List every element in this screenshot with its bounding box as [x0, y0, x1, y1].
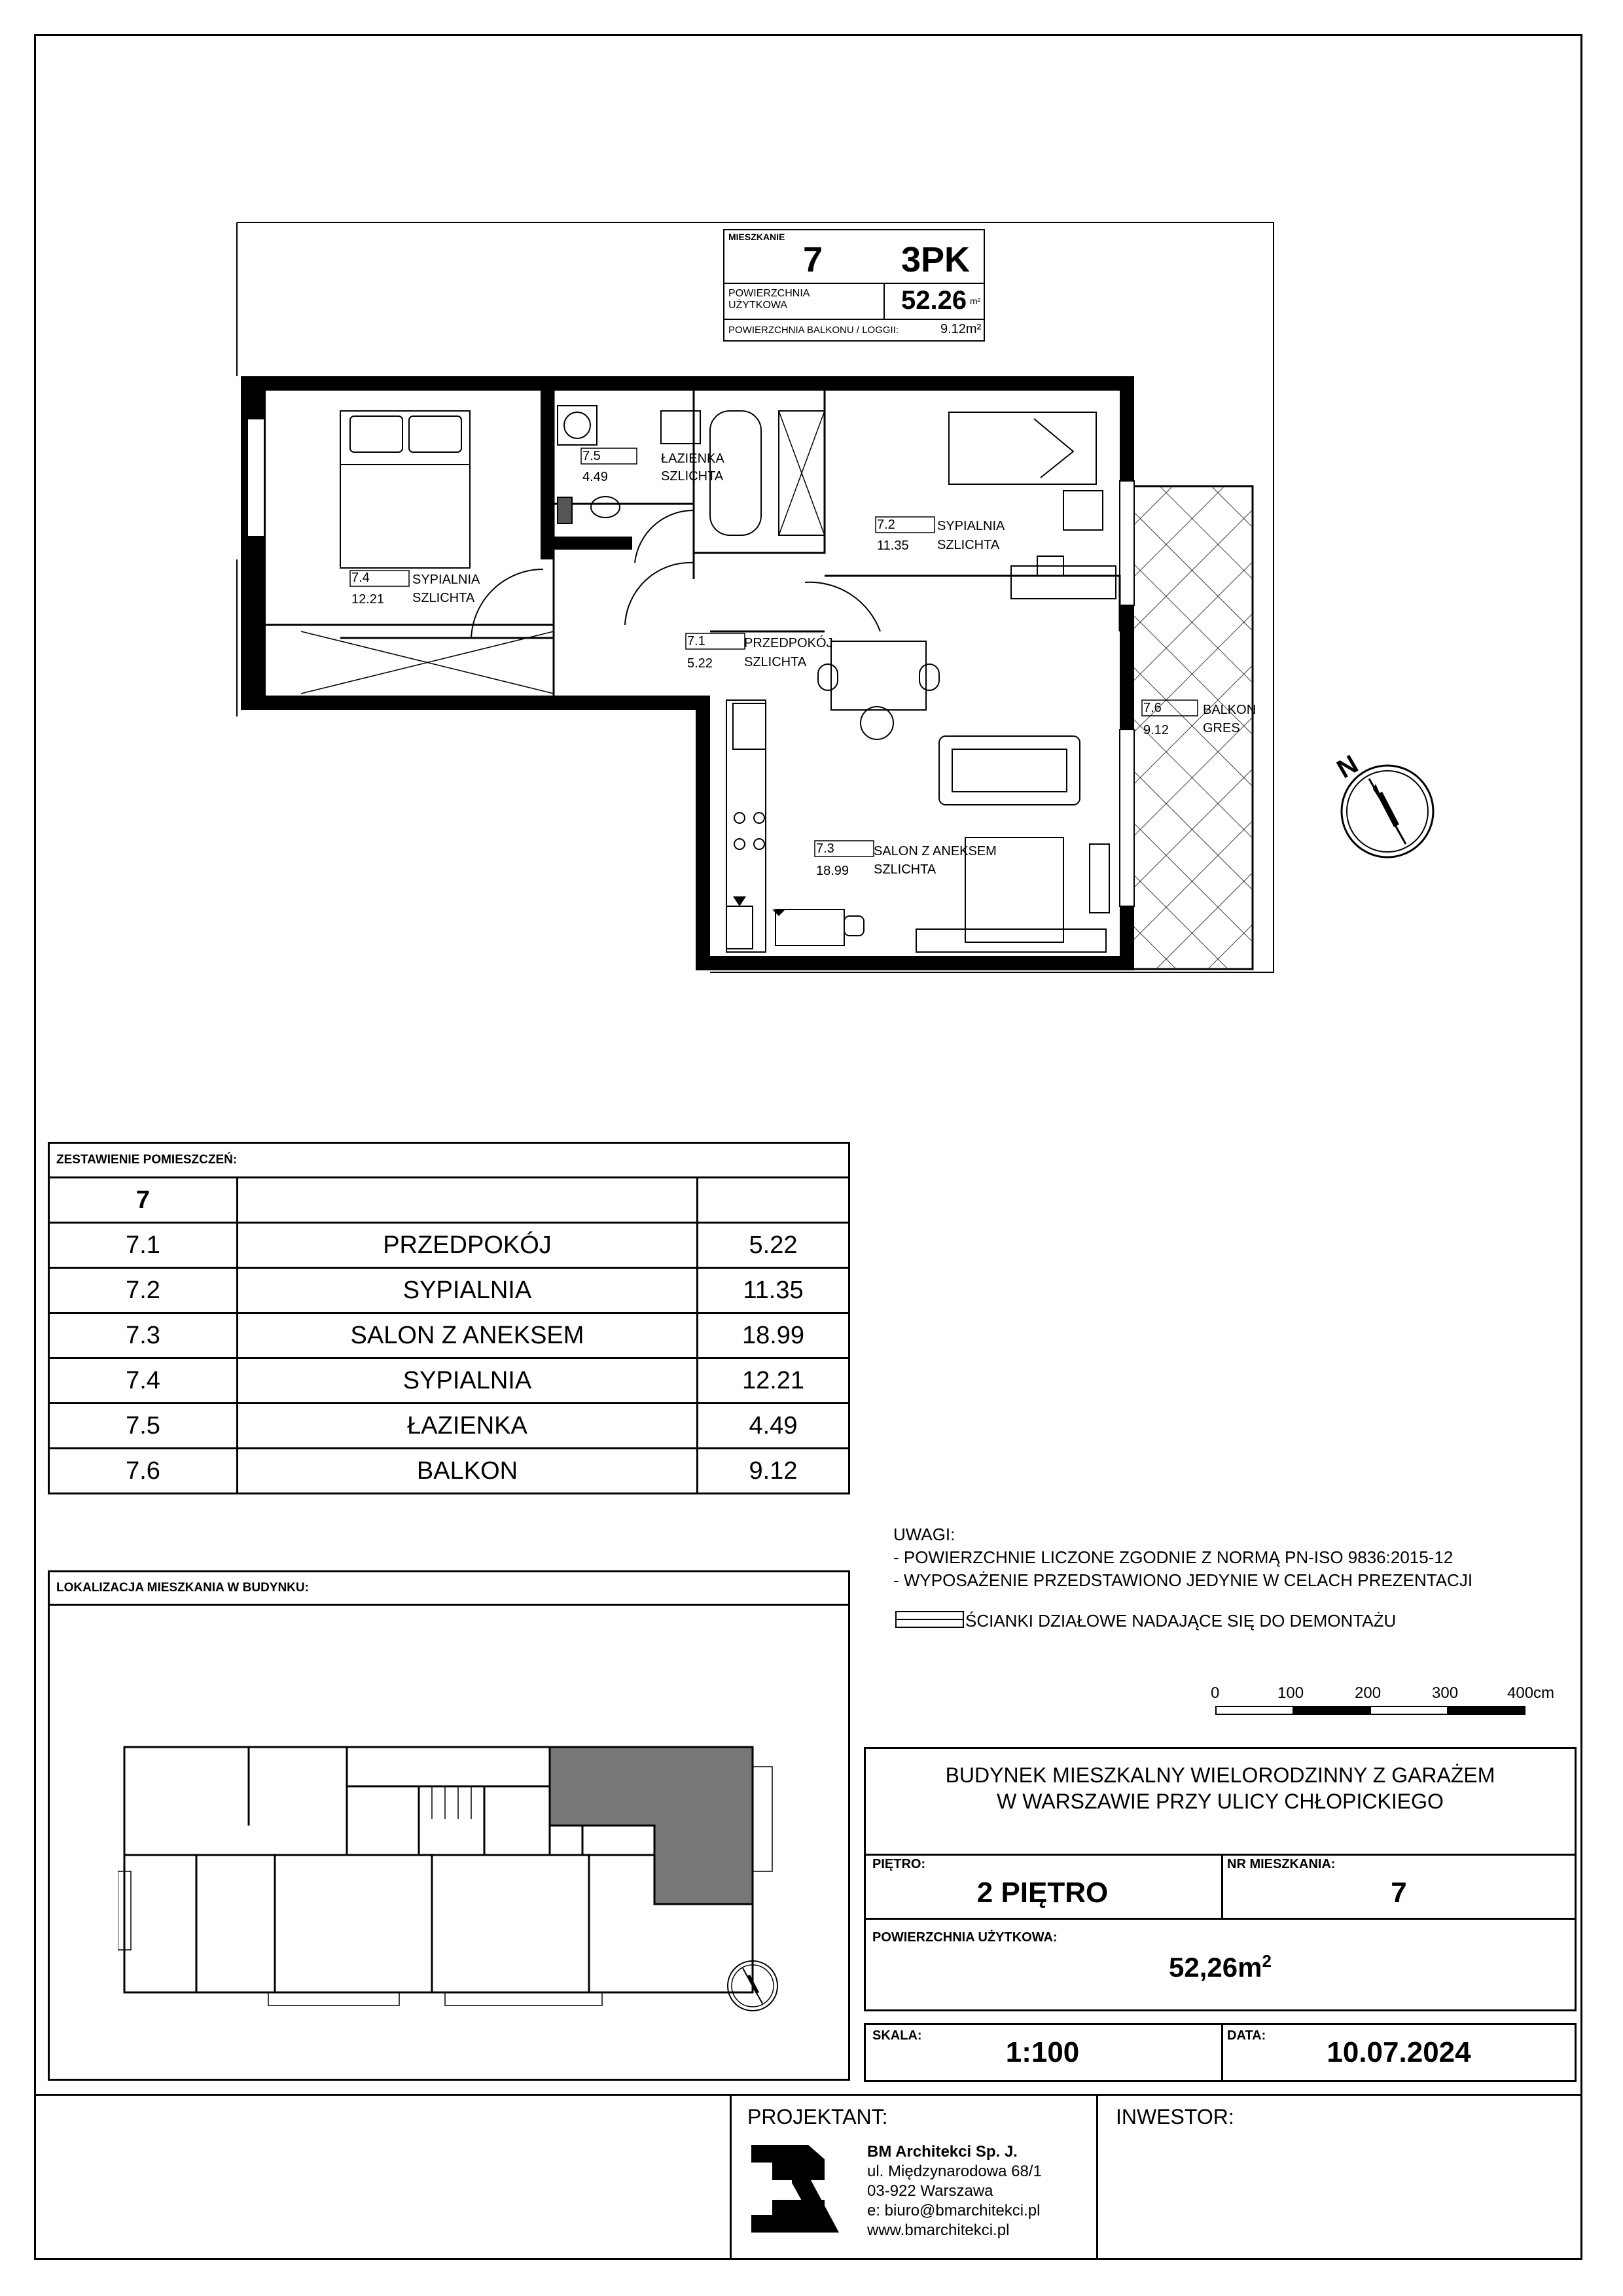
floor-label: PIĘTRO: — [872, 1857, 926, 1871]
building-name-line-1: BUDYNEK MIESZKALNY WIELORODZINNY Z GARAŻEM — [945, 1763, 1495, 1787]
room-7.3-name: SALON Z ANEKSEM — [874, 844, 997, 858]
area-label-line1: POWIERZCHNIA — [728, 288, 810, 299]
building-key-plan — [118, 1740, 798, 2015]
table-row — [49, 1404, 849, 1449]
table-row — [49, 1313, 849, 1358]
room-name: ŁAZIENKA — [238, 1404, 698, 1449]
footer-divider — [36, 2094, 1580, 2096]
bm-architekci-logo-icon — [746, 2140, 844, 2238]
room-7.6-name: BALKON — [1203, 703, 1257, 717]
room-number: 7.4 — [49, 1358, 238, 1404]
room-7.6-area: 9.12 — [1143, 723, 1169, 737]
room-number: 7.1 — [49, 1223, 238, 1268]
company-address-1: ul. Międzynarodowa 68/1 — [867, 2163, 1042, 2180]
room-area: 4.49 — [698, 1404, 849, 1449]
scale-value: 1:100 — [1005, 2036, 1080, 2068]
room-7.5-name: ŁAZIENKA — [661, 451, 724, 466]
compass-north-label: N — [1332, 749, 1363, 785]
room-7.1-number: 7.1 — [687, 634, 705, 648]
room-name: SYPIALNIA — [238, 1358, 698, 1404]
notes-title: UWAGI: — [893, 1525, 955, 1544]
date-label: DATA: — [1227, 2028, 1266, 2043]
room-number: 7.2 — [49, 1268, 238, 1313]
location-title: LOKALIZACJA MIESZKANIA W BUDYNKU: — [56, 1581, 309, 1595]
room-area: 9.12 — [698, 1449, 849, 1494]
room-area: 5.22 — [698, 1223, 849, 1268]
table-row — [49, 1449, 849, 1494]
apartment-number-value: 7 — [1391, 1877, 1407, 1909]
table-row — [49, 1358, 849, 1404]
scale-tick-400: 400cm — [1507, 1684, 1555, 1702]
room-7.5-number: 7.5 — [582, 449, 601, 463]
notes-line-1: - POWIERZCHNIE LICZONE ZGODNIE Z NORMĄ PN-ISO 9836:2015-12 — [893, 1547, 1454, 1567]
usable-area-sup: 2 — [1262, 1951, 1272, 1971]
key-plan-compass-icon — [720, 1950, 785, 2015]
company-website[interactable]: www.bmarchitekci.pl — [867, 2221, 1010, 2239]
date-value: 10.07.2024 — [1327, 2036, 1471, 2068]
rooms-table — [48, 1142, 850, 1494]
scale-tick-0: 0 — [1211, 1684, 1220, 1702]
room-number: 7.5 — [49, 1404, 238, 1449]
room-7.5-area: 4.49 — [582, 470, 608, 484]
room-7.3-number: 7.3 — [816, 841, 834, 856]
scale-tick-200: 200 — [1355, 1684, 1382, 1702]
apartment-type: 3PK — [901, 240, 971, 279]
company-email[interactable]: e: biuro@bmarchitekci.pl — [867, 2202, 1041, 2219]
room-name: PRZEDPOKÓJ — [238, 1223, 698, 1268]
room-7.2-area: 11.35 — [877, 539, 909, 553]
area-unit: m² — [970, 296, 981, 306]
area-label-line2: UŻYTKOWA — [728, 300, 788, 311]
table-row — [49, 1268, 849, 1313]
area-value: 52.26 — [901, 286, 967, 315]
room-7.4-number: 7.4 — [351, 571, 370, 585]
apartment-number: 7 — [803, 240, 823, 279]
floor-value: 2 PIĘTRO — [976, 1877, 1109, 1909]
room-area: 18.99 — [698, 1313, 849, 1358]
room-7.3-area: 18.99 — [816, 864, 849, 878]
notes-line-2: - WYPOSAŻENIE PRZEDSTAWIONO JEDYNIE W CELACH PREZENTACJI — [893, 1570, 1473, 1590]
room-7.6-number: 7.6 — [1143, 701, 1162, 715]
room-number: 7.6 — [49, 1449, 238, 1494]
company-name: BM Architekci Sp. J. — [867, 2143, 1018, 2161]
rooms-table-title: ZESTAWIENIE POMIESZCZEŃ: — [49, 1143, 849, 1178]
designer-label: PROJEKTANT: — [747, 2105, 888, 2128]
usable-area-value — [864, 1951, 1577, 1983]
room-number: 7.3 — [49, 1313, 238, 1358]
investor-label: INWESTOR: — [1116, 2105, 1234, 2128]
rooms-table-apartment: 7 — [49, 1178, 238, 1223]
apartment-label: MIESZKANIE — [728, 232, 785, 242]
table-row — [49, 1223, 849, 1268]
scale-tick-300: 300 — [1432, 1684, 1459, 1702]
room-7.2-floor: SZLICHTA — [937, 538, 1000, 552]
demolition-wall-legend: ŚCIANKI DZIAŁOWE NADAJĄCE SIĘ DO DEMONTAŻU — [965, 1611, 1397, 1631]
scale-tick-100: 100 — [1277, 1684, 1304, 1702]
room-name: SALON Z ANEKSEM — [238, 1313, 698, 1358]
room-7.1-floor: SZLICHTA — [744, 655, 807, 669]
room-7.1-name: PRZEDPOKÓJ — [744, 636, 833, 650]
usable-area-label: POWIERZCHNIA UŻYTKOWA: — [872, 1930, 1058, 1945]
room-7.5-floor: SZLICHTA — [661, 469, 724, 484]
apartment-summary-box — [723, 229, 985, 342]
room-7.6-floor: GRES — [1203, 721, 1240, 735]
room-7.3-floor: SZLICHTA — [874, 862, 936, 877]
company-address-2: 03-922 Warszawa — [867, 2182, 993, 2200]
usable-area-number: 52,26m — [1169, 1952, 1262, 1983]
room-name: BALKON — [238, 1449, 698, 1494]
building-name-line-2: W WARSZAWIE PRZY ULICY CHŁOPICKIEGO — [997, 1790, 1444, 1813]
room-7.1-area: 5.22 — [687, 656, 713, 671]
room-7.2-number: 7.2 — [877, 518, 895, 532]
balcony-value: 9.12m² — [940, 322, 982, 336]
room-7.4-area: 12.21 — [351, 592, 385, 607]
balcony-label: POWIERZCHNIA BALKONU / LOGGII: — [728, 325, 899, 336]
room-area: 11.35 — [698, 1268, 849, 1313]
room-7.4-floor: SZLICHTA — [412, 591, 475, 605]
room-name: SYPIALNIA — [238, 1268, 698, 1313]
room-area: 12.21 — [698, 1358, 849, 1404]
room-7.2-name: SYPIALNIA — [937, 519, 1005, 533]
scale-label: SKALA: — [872, 2028, 922, 2043]
apartment-number-label: NR MIESZKANIA: — [1227, 1857, 1336, 1871]
room-7.4-name: SYPIALNIA — [412, 573, 480, 587]
